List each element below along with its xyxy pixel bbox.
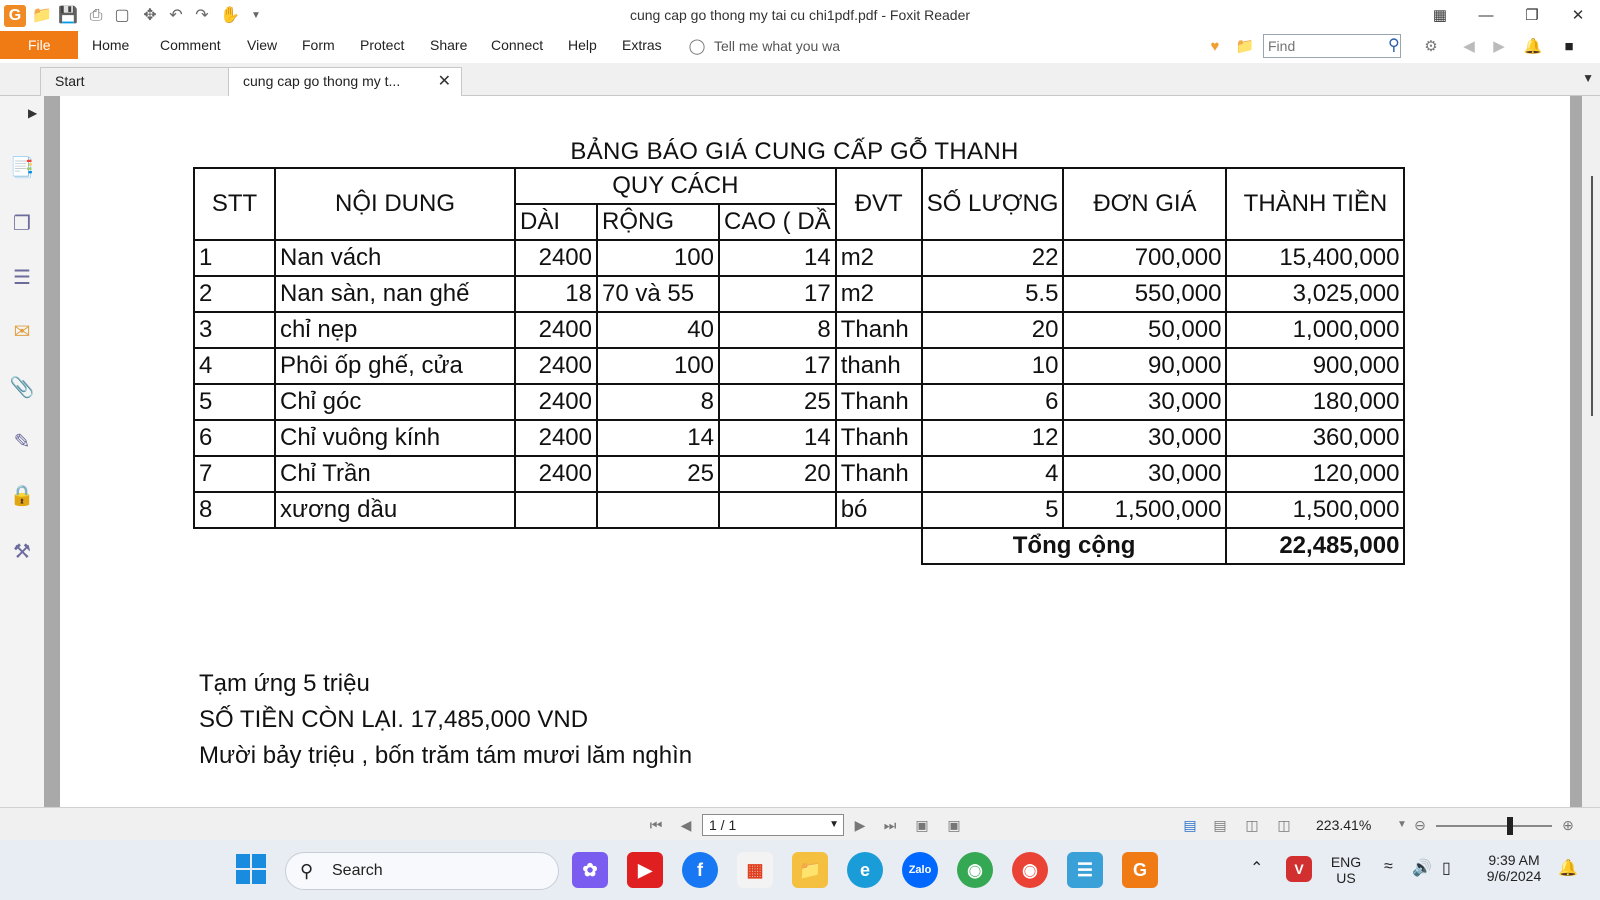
settings-gear-icon[interactable]: ⚙	[1424, 38, 1438, 55]
scrollbar-thumb[interactable]	[1591, 176, 1593, 416]
lightbulb-icon: ◯	[688, 38, 706, 55]
battery-icon[interactable]: ▯	[1442, 860, 1451, 877]
cell-rong	[597, 492, 719, 528]
tab-document-label: cung cap go thong my t...	[243, 73, 401, 89]
save-icon[interactable]: 💾	[58, 7, 78, 24]
header-dai: DÀI	[515, 204, 597, 240]
cell-stt: 4	[194, 348, 275, 384]
redo-icon[interactable]: ↷	[195, 7, 209, 24]
zoom-dropdown-icon[interactable]: ▼	[1397, 819, 1407, 830]
cell-don-gia: 1,500,000	[1063, 492, 1226, 528]
cell-thanh-tien: 1,000,000	[1226, 312, 1404, 348]
close-tab-icon[interactable]: ✕	[437, 73, 451, 90]
cell-rong: 100	[597, 240, 719, 276]
cell-thanh-tien: 15,400,000	[1226, 240, 1404, 276]
search-folder-icon[interactable]: 📁	[1235, 38, 1255, 55]
quote-table	[193, 167, 1405, 565]
search-icon[interactable]: ⚲	[1388, 37, 1400, 54]
cell-noi-dung: xương dầu	[275, 492, 515, 528]
cell-cao: 20	[719, 456, 836, 492]
cell-cao: 14	[719, 420, 836, 456]
table-row	[194, 384, 1404, 420]
total-value: 22,485,000	[1226, 528, 1404, 564]
taskbar-search[interactable]	[285, 852, 559, 890]
expand-panel-icon[interactable]: ▶	[28, 106, 38, 120]
restore-icon[interactable]: ❐	[1525, 7, 1539, 24]
heart-icon[interactable]: ♥	[1210, 38, 1220, 55]
copilot-icon[interactable]: ✿	[572, 852, 608, 888]
cell-thanh-tien: 180,000	[1226, 384, 1404, 420]
next-view-icon[interactable]: ▣	[947, 817, 961, 833]
cell-cao: 17	[719, 348, 836, 384]
ribbon-display-icon[interactable]: ▦	[1432, 7, 1448, 24]
cell-so-luong: 20	[922, 312, 1064, 348]
foxit-logo-icon[interactable]: G	[4, 5, 26, 27]
previous-page-icon[interactable]: ◀	[680, 817, 692, 833]
zoom-slider-track[interactable]	[1436, 825, 1552, 827]
cell-dai	[515, 492, 597, 528]
cell-noi-dung: Nan vách	[275, 240, 515, 276]
vertical-scrollbar[interactable]	[1582, 96, 1600, 807]
header-so-luong: SỐ LƯỢNG	[922, 168, 1064, 240]
volume-icon[interactable]: 🔊	[1412, 860, 1432, 877]
menu-home[interactable]: Home	[92, 37, 130, 53]
left-gutter	[44, 96, 60, 807]
cell-rong: 40	[597, 312, 719, 348]
cell-noi-dung: Nan sàn, nan ghế	[275, 276, 515, 312]
cell-don-gia: 30,000	[1063, 384, 1226, 420]
cell-cao: 14	[719, 240, 836, 276]
quote-table-body	[194, 240, 1404, 528]
clock[interactable]	[1474, 852, 1554, 884]
next-page-icon[interactable]: ▶	[854, 817, 866, 833]
cell-noi-dung: Phôi ốp ghế, cửa	[275, 348, 515, 384]
windows-taskbar	[0, 840, 1600, 900]
right-gutter	[1570, 96, 1582, 807]
cell-dai: 2400	[515, 240, 597, 276]
antivirus-tray-icon[interactable]: V	[1286, 856, 1312, 882]
foxit-reader-taskbar-icon[interactable]: G	[1122, 852, 1158, 888]
table-row	[194, 492, 1404, 528]
cell-don-gia: 30,000	[1063, 456, 1226, 492]
facebook-icon[interactable]: f	[682, 852, 718, 888]
attachments-icon[interactable]: 📎	[9, 377, 35, 399]
pdf-page	[60, 96, 1570, 807]
cell-don-gia: 50,000	[1063, 312, 1226, 348]
digital-id-icon[interactable]: ⚒	[13, 541, 31, 563]
hand-tool-icon[interactable]: ✋	[220, 7, 240, 24]
menu-bar	[0, 31, 1600, 61]
file-menu-button[interactable]: File	[0, 31, 78, 59]
cell-don-gia: 700,000	[1063, 240, 1226, 276]
header-noi-dung: NỘI DUNG	[275, 168, 515, 240]
cell-stt: 1	[194, 240, 275, 276]
previous-view-icon[interactable]: ▣	[915, 817, 929, 833]
taskbar-search-label: Search	[332, 862, 383, 879]
cell-so-luong: 4	[922, 456, 1064, 492]
title-bar	[0, 0, 1600, 31]
search-magnifier-icon: ⚲	[300, 861, 314, 881]
document-title: BẢNG BÁO GIÁ CUNG CẤP GỖ THANH	[570, 138, 1019, 165]
cell-thanh-tien: 900,000	[1226, 348, 1404, 384]
cell-don-gia: 90,000	[1063, 348, 1226, 384]
cell-dvt: Thanh	[836, 384, 922, 420]
cell-rong: 8	[597, 384, 719, 420]
cell-dvt: m2	[836, 276, 922, 312]
menu-connect[interactable]: Connect	[491, 37, 544, 53]
find-input[interactable]	[1263, 34, 1401, 58]
table-row	[194, 312, 1404, 348]
notification-center-icon[interactable]: 🔔	[1558, 860, 1578, 877]
security-lock-icon[interactable]: 🔒	[9, 485, 35, 507]
cell-stt: 3	[194, 312, 275, 348]
continuous-view-icon[interactable]: ▤	[1213, 817, 1227, 833]
menu-comment[interactable]: Comment	[160, 37, 221, 53]
close-window-icon[interactable]: ✕	[1571, 7, 1585, 24]
file-explorer-icon[interactable]: 📁	[792, 852, 828, 888]
tab-list-dropdown-icon[interactable]: ▼	[1582, 71, 1594, 85]
forward-icon[interactable]: ▶	[1493, 38, 1505, 55]
cell-dai: 2400	[515, 456, 597, 492]
clock-time: 9:39 AM	[1488, 852, 1540, 868]
table-row	[194, 348, 1404, 384]
cell-so-luong: 12	[922, 420, 1064, 456]
cell-rong: 70 và 55	[597, 276, 719, 312]
undo-icon[interactable]: ↶	[169, 7, 183, 24]
header-dvt: ĐVT	[836, 168, 922, 240]
cell-dvt: Thanh	[836, 312, 922, 348]
total-label: Tổng cộng	[922, 528, 1227, 564]
cell-so-luong: 10	[922, 348, 1064, 384]
table-row	[194, 420, 1404, 456]
menu-share[interactable]: Share	[430, 37, 468, 53]
header-stt: STT	[194, 168, 275, 240]
cell-thanh-tien: 3,025,000	[1226, 276, 1404, 312]
status-bar	[0, 807, 1600, 840]
back-icon[interactable]: ◀	[1463, 38, 1475, 55]
minimize-icon[interactable]: —	[1478, 7, 1494, 24]
table-row	[194, 240, 1404, 276]
header-cao: CAO ( DẦ	[719, 204, 836, 240]
cell-rong: 100	[597, 348, 719, 384]
header-don-gia: ĐƠN GIÁ	[1063, 168, 1226, 240]
page-number-value: 1 / 1	[709, 817, 737, 833]
document-tab-strip	[0, 63, 1600, 96]
cell-rong: 25	[597, 456, 719, 492]
total-spacer	[194, 528, 922, 564]
scan-icon[interactable]: ▢	[114, 7, 130, 24]
window-title: cung cap go thong my tai cu chi1pdf.pdf - Foxit Reader	[629, 7, 971, 23]
continuous-facing-view-icon[interactable]: ◫	[1277, 817, 1291, 833]
youtube-icon[interactable]: ▶	[627, 852, 663, 888]
print-icon[interactable]: ⎙	[89, 7, 103, 24]
chrome-profile-1-icon[interactable]: ◉	[957, 852, 993, 888]
payment-notes	[199, 666, 692, 774]
cell-so-luong: 22	[922, 240, 1064, 276]
language-indicator[interactable]	[1326, 854, 1366, 886]
header-row-1	[194, 168, 1404, 204]
zoom-level[interactable]: 223.41%	[1316, 817, 1372, 833]
cell-dvt: thanh	[836, 348, 922, 384]
cell-noi-dung: Chỉ góc	[275, 384, 515, 420]
start-button-icon[interactable]	[236, 854, 268, 886]
tab-start[interactable]	[40, 67, 230, 96]
layers-icon[interactable]: ☰	[13, 267, 31, 289]
cell-cao: 17	[719, 276, 836, 312]
cell-dai: 2400	[515, 348, 597, 384]
cell-stt: 7	[194, 456, 275, 492]
customize-toolbar-icon[interactable]: ▼	[251, 10, 261, 21]
facing-view-icon[interactable]: ◫	[1245, 817, 1259, 833]
zoom-out-icon[interactable]: ⊖	[1414, 817, 1426, 833]
table-row	[194, 276, 1404, 312]
tab-document[interactable]	[228, 67, 462, 96]
bookmarks-icon[interactable]: 📑	[9, 157, 35, 179]
notification-bell-icon[interactable]: 🔔	[1523, 38, 1543, 55]
header-rong: RỘNG	[597, 204, 719, 240]
cell-dvt: Thanh	[836, 420, 922, 456]
navigation-panel	[0, 96, 44, 807]
page-number-select[interactable]	[702, 814, 844, 836]
cell-stt: 6	[194, 420, 275, 456]
cell-thanh-tien: 1,500,000	[1226, 492, 1404, 528]
wifi-icon[interactable]: ≈	[1384, 858, 1393, 875]
zalo-icon[interactable]: Zalo	[902, 852, 938, 888]
cell-dvt: Thanh	[836, 456, 922, 492]
cell-stt: 5	[194, 384, 275, 420]
open-folder-icon[interactable]: 📁	[32, 7, 52, 24]
last-page-icon[interactable]: ⏭	[883, 817, 897, 833]
header-quy-cach: QUY CÁCH	[515, 168, 836, 204]
pages-icon[interactable]: ❐	[13, 213, 31, 235]
cell-noi-dung: Chỉ Trần	[275, 456, 515, 492]
table-row	[194, 456, 1404, 492]
edge-browser-icon[interactable]: e	[847, 852, 883, 888]
chrome-profile-2-icon[interactable]: ◉	[1012, 852, 1048, 888]
clock-date: 9/6/2024	[1486, 868, 1542, 884]
signature-icon[interactable]: ✎	[13, 431, 31, 453]
notepad-icon[interactable]: ☰	[1067, 852, 1103, 888]
remaining-amount-note: SỐ TIỀN CÒN LẠI. 17,485,000 VND	[199, 706, 589, 733]
menu-view[interactable]: View	[247, 37, 278, 53]
cell-thanh-tien: 120,000	[1226, 456, 1404, 492]
total-row	[194, 528, 1404, 564]
tell-me-box[interactable]: Tell me what you wa	[714, 38, 841, 54]
cell-dai: 2400	[515, 312, 597, 348]
amount-in-words-note: Mười bảy triệu , bốn trăm tám mươi lăm nghìn	[199, 742, 693, 769]
single-page-view-icon[interactable]: ▤	[1183, 817, 1197, 833]
zoom-in-icon[interactable]: ⊕	[1562, 817, 1574, 833]
cell-don-gia: 30,000	[1063, 420, 1226, 456]
menu-protect[interactable]: Protect	[360, 37, 405, 53]
cell-thanh-tien: 360,000	[1226, 420, 1404, 456]
cell-noi-dung: Chỉ vuông kính	[275, 420, 515, 456]
cell-so-luong: 5.5	[922, 276, 1064, 312]
tab-start-label: Start	[55, 73, 85, 89]
cell-cao: 8	[719, 312, 836, 348]
advance-note: Tạm ứng 5 triệu	[199, 670, 370, 697]
header-thanh-tien: THÀNH TIỀN	[1226, 168, 1404, 240]
menu-help[interactable]: Help	[568, 37, 597, 53]
menu-extras[interactable]: Extras	[622, 37, 662, 53]
cell-noi-dung: chỉ nẹp	[275, 312, 515, 348]
cell-dai: 18	[515, 276, 597, 312]
cell-stt: 2	[194, 276, 275, 312]
cell-so-luong: 6	[922, 384, 1064, 420]
cell-dvt: bó	[836, 492, 922, 528]
microsoft-store-icon[interactable]: ▦	[737, 852, 773, 888]
cell-dai: 2400	[515, 384, 597, 420]
cell-don-gia: 550,000	[1063, 276, 1226, 312]
cell-cao	[719, 492, 836, 528]
cell-stt: 8	[194, 492, 275, 528]
first-page-icon[interactable]: ⏮	[649, 817, 663, 833]
page-dropdown-icon[interactable]: ▼	[829, 819, 839, 830]
zoom-slider-thumb[interactable]	[1507, 817, 1513, 835]
user-account-icon[interactable]: ■	[1564, 38, 1574, 55]
cell-so-luong: 5	[922, 492, 1064, 528]
new-document-icon[interactable]: ✥	[143, 7, 157, 24]
comments-icon[interactable]: ✉	[13, 321, 31, 343]
language-code: ENG	[1330, 854, 1362, 870]
cell-cao: 25	[719, 384, 836, 420]
keyboard-region: US	[1336, 870, 1356, 886]
cell-dai: 2400	[515, 420, 597, 456]
menu-form[interactable]: Form	[302, 37, 335, 53]
cell-rong: 14	[597, 420, 719, 456]
show-hidden-icons-icon[interactable]: ⌃	[1250, 860, 1264, 877]
cell-dvt: m2	[836, 240, 922, 276]
